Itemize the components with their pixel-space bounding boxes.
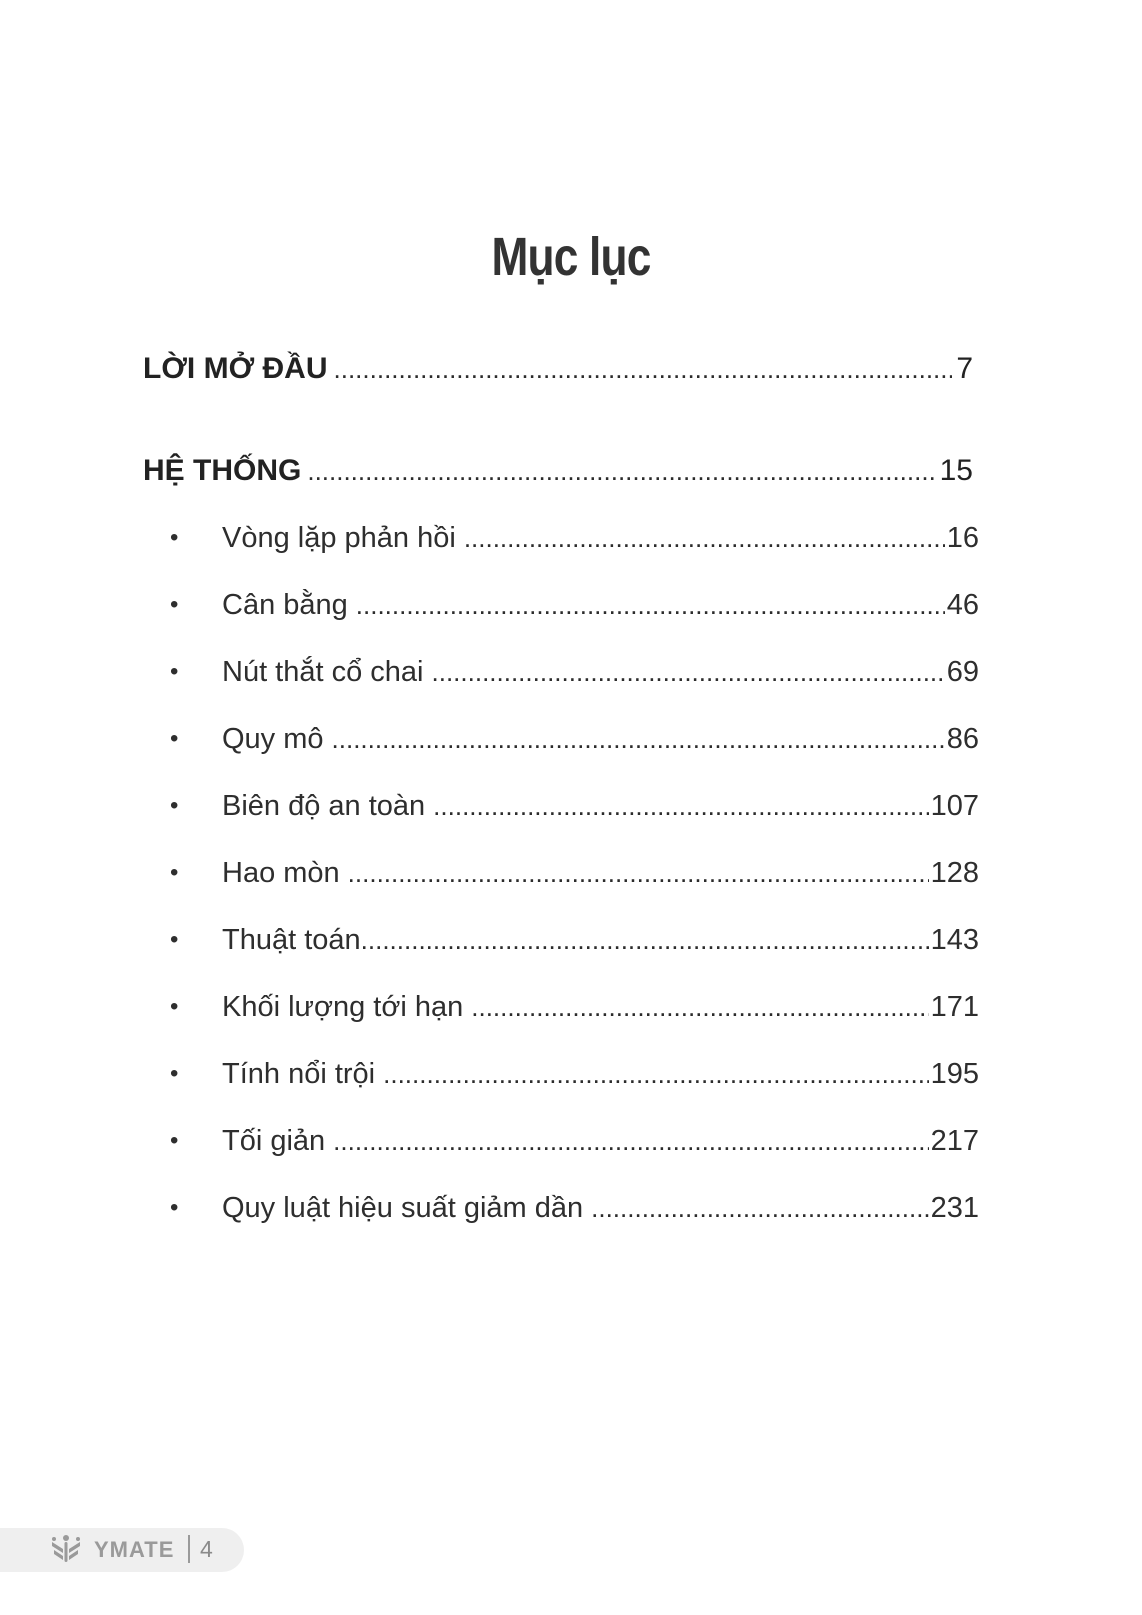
- dot-leader: [383, 1059, 928, 1090]
- dot-leader: [348, 858, 929, 889]
- toc-item-label: Cân bằng: [222, 589, 348, 621]
- footer-divider: [188, 1535, 190, 1563]
- toc-page-number: 16: [946, 522, 979, 554]
- toc-item[interactable]: [222, 924, 979, 957]
- toc-item-label: Quy luật hiệu suất giảm dần: [222, 1192, 584, 1224]
- toc-page-number: 171: [930, 991, 979, 1023]
- toc-item[interactable]: [222, 656, 979, 689]
- bullet-icon: •: [170, 926, 179, 953]
- toc-item[interactable]: [222, 790, 979, 823]
- ymate-logo-icon: [48, 1532, 84, 1568]
- toc-page-number: 46: [946, 589, 979, 621]
- brand-name: YMATE: [94, 1537, 175, 1562]
- toc-item[interactable]: [222, 1058, 979, 1091]
- toc-page-number: 231: [930, 1192, 979, 1224]
- toc-item-label: Thuật toán: [222, 924, 361, 956]
- toc-page-number: 15: [939, 454, 973, 487]
- toc-page-number: 128: [930, 857, 979, 889]
- dot-leader: [361, 925, 929, 956]
- toc-item-label: Vòng lặp phản hồi: [222, 522, 456, 554]
- bullet-icon: •: [170, 1060, 179, 1087]
- toc-item-label: Khối lượng tới hạn: [222, 991, 464, 1023]
- bullet-icon: •: [170, 725, 179, 752]
- dot-leader: [333, 1126, 928, 1157]
- toc-item[interactable]: [222, 723, 979, 756]
- toc-page-number: 195: [930, 1058, 979, 1090]
- toc-item[interactable]: [222, 857, 979, 890]
- bullet-icon: •: [170, 1127, 179, 1154]
- bullet-icon: •: [170, 792, 179, 819]
- toc-item-label: Hao mòn: [222, 857, 340, 889]
- dot-leader: [433, 791, 928, 822]
- toc-part-he-thong[interactable]: [143, 454, 973, 488]
- dot-leader: [332, 724, 945, 755]
- bullet-icon: •: [170, 591, 179, 618]
- toc-item[interactable]: [222, 991, 979, 1024]
- toc-item-label: Quy mô: [222, 723, 324, 755]
- footer-page-number: 4: [200, 1536, 213, 1562]
- toc-item-label: Biên độ an toàn: [222, 790, 426, 822]
- dot-leader: [591, 1193, 928, 1224]
- dot-leader: [432, 657, 945, 688]
- bullet-icon: •: [170, 859, 179, 886]
- toc-page-number: 217: [930, 1125, 979, 1157]
- toc-item[interactable]: [222, 1125, 979, 1158]
- toc-page-number: 86: [946, 723, 979, 755]
- dot-leader: [471, 992, 928, 1023]
- dot-leader: [356, 590, 945, 621]
- toc-page-number: 143: [930, 924, 979, 956]
- bullet-icon: •: [170, 658, 179, 685]
- toc-page-number: 69: [946, 656, 979, 688]
- page-title: Mục lục: [491, 227, 651, 287]
- toc-item[interactable]: [222, 1192, 979, 1225]
- toc-part-loi-mo-dau[interactable]: [143, 352, 973, 386]
- toc-part-label: LỜI MỞ ĐẦU: [143, 352, 328, 385]
- toc-item[interactable]: [222, 589, 979, 622]
- toc-item[interactable]: [222, 522, 979, 555]
- bullet-icon: •: [170, 524, 179, 551]
- dot-leader: [334, 354, 953, 385]
- toc-item-label: Tính nổi trội: [222, 1058, 376, 1090]
- bullet-icon: •: [170, 993, 179, 1020]
- toc-item-label: Tối giản: [222, 1125, 326, 1157]
- dot-leader: [307, 456, 935, 487]
- toc-page-number: 7: [956, 352, 973, 385]
- toc-part-label: HỆ THỐNG: [143, 454, 302, 487]
- toc-page-number: 107: [930, 790, 979, 822]
- bullet-icon: •: [170, 1194, 179, 1221]
- dot-leader: [464, 523, 945, 554]
- toc-item-label: Nút thắt cổ chai: [222, 656, 424, 688]
